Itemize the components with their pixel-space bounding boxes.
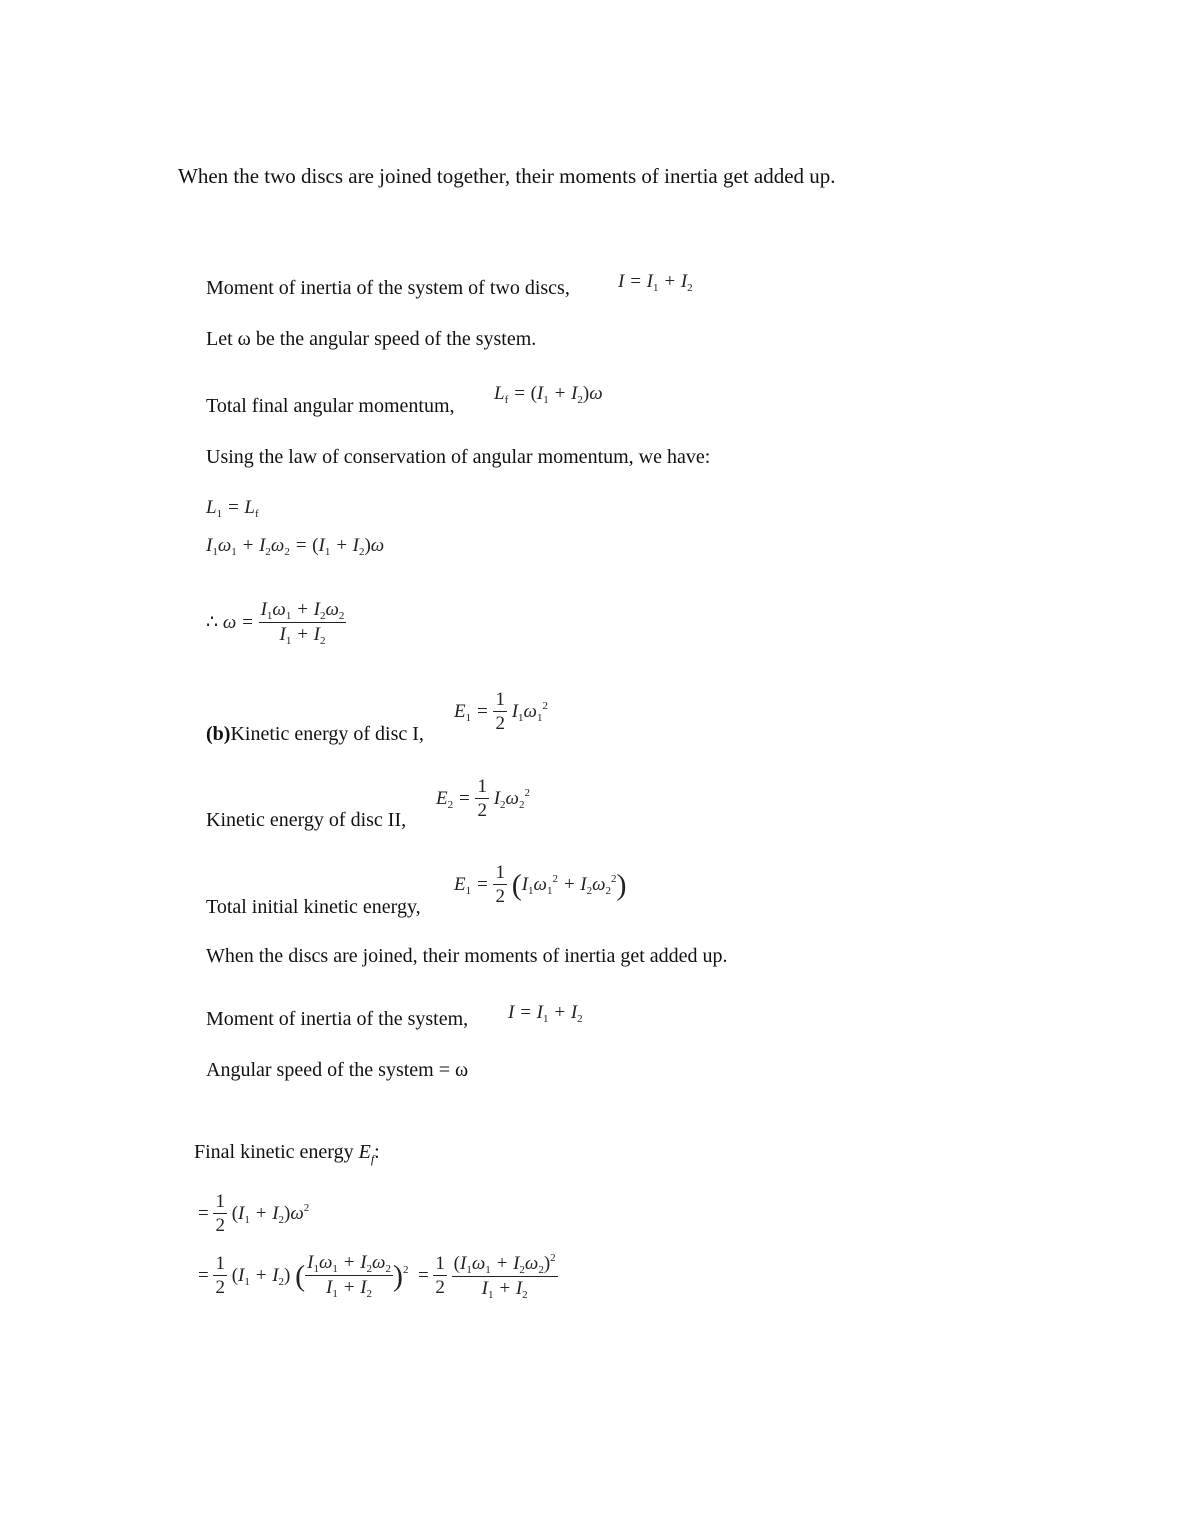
using-law-text: Using the law of conservation of angular momentum, we have:	[206, 446, 711, 468]
total-initial-label: Total initial kinetic energy,	[206, 896, 421, 918]
ke1-label	[206, 724, 424, 744]
ef-equation-2: = $\frac{1}{2}$ $(I_1 + I_2)$ ( $\frac{I_1\omega_1 + I_2\omega_2}{I_1 + I_2}$ )$^2$ = $\frac{1}{2}$ $\frac{(I_1\omega_1 + I_2\omega_2)^2}{I_1 + I_2}$	[198, 1252, 556, 1302]
ef-equation-1: = $\frac{1}{2}$ $(I_1 + I_2)\omega^2$	[198, 1191, 310, 1236]
angular-speed-text: Angular speed of the system = ω	[206, 1059, 469, 1081]
joined-text: When the discs are joined, their moments of inertia get added up.	[206, 945, 728, 967]
lf-equation: $L_f = (I_1 + I_2)\omega$	[494, 383, 603, 406]
moi-equation: $I = I_1 + I_2$	[618, 271, 693, 294]
e1-equation: $E_1$ = $\frac{1}{2}$ $I_1\omega_1^2$	[454, 689, 548, 734]
ke1-label-text: Kinetic energy of disc I,	[230, 723, 424, 745]
ei-equation: $E_1$ = $\frac{1}{2}$ $(I_1\omega_1^2 + I_2\omega_2^2)$	[454, 862, 627, 907]
omega-solution: ∴ ω = $\frac{I_1\omega_1 + I_2\omega_2}{I_1 + I_2}$	[206, 599, 345, 648]
li-equals-lf: $L_1 = L_f$	[206, 497, 259, 520]
moi-system-equation: $I = I_1 + I_2$	[508, 1002, 583, 1025]
e2-equation: $E_2$ = $\frac{1}{2}$ $I_2\omega_2^2$	[436, 776, 530, 821]
total-final-label: Total final angular momentum,	[206, 395, 455, 417]
ke2-label: Kinetic energy of disc II,	[206, 809, 407, 831]
moi-system-label: Moment of inertia of the system,	[206, 1008, 469, 1030]
moi-label: Moment of inertia of the system of two discs,	[206, 277, 570, 299]
final-ke-label: Final kinetic energy $E_f$:	[194, 1141, 380, 1166]
part-b-tag: (b)	[206, 723, 231, 745]
intro-text: When the two discs are joined together, their moments of inertia get added up.	[178, 164, 836, 188]
let-omega-text: Let ω be the angular speed of the system.	[206, 328, 537, 350]
momentum-balance: $I_1\omega_1 + I_2\omega_2 = (I_1 + I_2)\omega$	[206, 535, 385, 558]
